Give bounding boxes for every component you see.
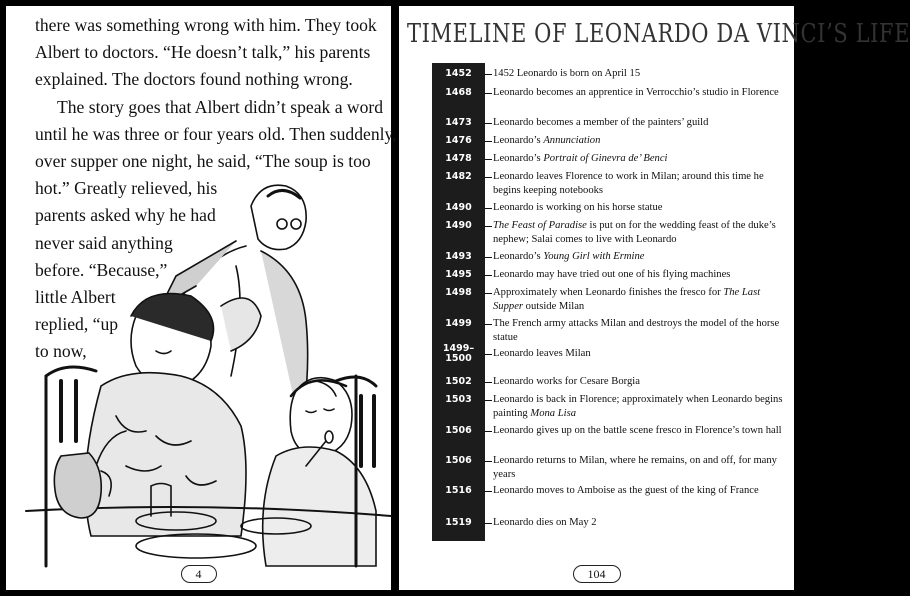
timeline-event-text: Leonardo moves to Amboise as the guest of the king of France [493,485,759,496]
timeline-year: 1493 [445,251,472,262]
timeline-year: 1490 [445,202,472,213]
timeline-event-text: Leonardo leaves Milan [493,348,591,359]
timeline-event-text: Leonardo may have tried out one of his flying machines [493,269,731,280]
timeline-year: 1478 [445,153,472,164]
text-line: parents asked why he had [35,205,216,226]
text-line: until he was three or four years old. Then suddenly, [35,123,397,144]
italic-title: The Feast of Paradise [493,220,587,231]
timeline-connector [485,354,492,355]
timeline-event-text: The Feast of Paradise is put on for the wedding feast of the duke’s nephew; Salai comes to live with Leonardo [493,220,776,245]
page-number: 104 [573,565,621,583]
timeline-year: 1498 [445,287,472,298]
text-line: never said anything [35,232,173,253]
italic-title: Young Girl with Ermine [543,251,645,262]
timeline-connector [485,93,492,94]
timeline-title: TIMELINE OF LEONARDO DA VINCI’S LIFE [407,18,910,48]
timeline-connector [485,159,492,160]
timeline-year: 1452 [445,68,472,79]
timeline-year: 1482 [445,171,472,182]
timeline-connector [485,431,492,432]
timeline-connector [485,226,492,227]
left-page [6,6,397,590]
timeline-year: 1516 [445,485,472,496]
timeline-connector [485,257,492,258]
timeline-connector [485,74,492,75]
timeline-connector [485,461,492,462]
timeline-event-text: Approximately when Leonardo finishes the fresco for The Last Supper outside Milan [493,287,761,312]
timeline-event-text: The French army attacks Milan and destroys the model of the horse statue [493,318,780,343]
timeline-connector [485,177,492,178]
timeline-event-text: Leonardo dies on May 2 [493,517,597,528]
timeline-event-text: Leonardo gives up on the battle scene fresco in Florence’s town hall [493,425,782,436]
timeline-connector [485,324,492,325]
page-number: 4 [181,565,217,583]
right-page [399,6,910,590]
timeline-event-text: Leonardo becomes an apprentice in Verrocchio’s studio in Florence [493,87,779,98]
family-dinner-illustration [6,166,391,566]
text-line: The story goes that Albert didn’t speak a word [57,96,384,117]
text-line: Albert to doctors. “He doesn’t talk,” his parents [35,42,371,63]
text-line: over supper one night, he said, “The soup is too [35,151,371,172]
timeline-year: 1499– 1500 [442,343,475,364]
timeline-connector [485,400,492,401]
timeline-connector [485,491,492,492]
text-line: before. “Because,” [35,259,168,280]
timeline-year: 1506 [445,425,472,436]
timeline-year: 1468 [445,87,472,98]
timeline-event-text: Leonardo’s Portrait of Ginevra de’ Benci [493,153,668,164]
timeline-year: 1476 [445,135,472,146]
timeline-connector [485,382,492,383]
timeline-year: 1503 [445,394,472,405]
timeline-connector [485,141,492,142]
text-line: little Albert [35,287,116,308]
timeline-event-text: Leonardo’s Annunciation [493,135,601,146]
timeline-connector [485,293,492,294]
timeline-connector [485,123,492,124]
timeline-event-text: Leonardo is back in Florence; approximately when Leonardo begins painting Mona Lisa [493,394,783,419]
timeline-year: 1519 [445,517,472,528]
timeline-event-text: Leonardo leaves Florence to work in Milan; around this time he begins keeping notebooks [493,171,764,196]
text-line: there was something wrong with him. They took [35,15,377,35]
timeline-connector [485,523,492,524]
timeline-year: 1506 [445,455,472,466]
text-line: replied, “up [35,314,119,335]
timeline-year: 1495 [445,269,472,280]
italic-title: Portrait of Ginevra de’ Benci [543,153,668,164]
timeline-connector [485,275,492,276]
text-line: to now, [35,341,87,362]
timeline-event-text: Leonardo returns to Milan, where he remains, on and off, for many years [493,455,777,480]
timeline-year: 1490 [445,220,472,231]
timeline-year: 1499 [445,318,472,329]
timeline-year: 1473 [445,117,472,128]
timeline-year: 1502 [445,376,472,387]
paragraph-1 [35,12,385,94]
italic-title: The Last Supper [493,287,761,312]
text-line: explained. The doctors found nothing wrong. [35,69,353,90]
italic-title: Annunciation [543,135,601,146]
text-line: hot.” Greatly relieved, his [35,178,218,199]
italic-title: Mona Lisa [530,407,577,419]
timeline-event-text: Leonardo works for Cesare Borgia [493,376,640,387]
timeline-connector [485,208,492,209]
timeline-event-text: Leonardo becomes a member of the painters’ guild [493,117,709,128]
timeline-event-text: 1452 Leonardo is born on April 15 [493,68,641,79]
timeline-event-text: Leonardo’s Young Girl with Ermine [493,251,645,262]
timeline-event-text: Leonardo is working on his horse statue [493,202,663,213]
